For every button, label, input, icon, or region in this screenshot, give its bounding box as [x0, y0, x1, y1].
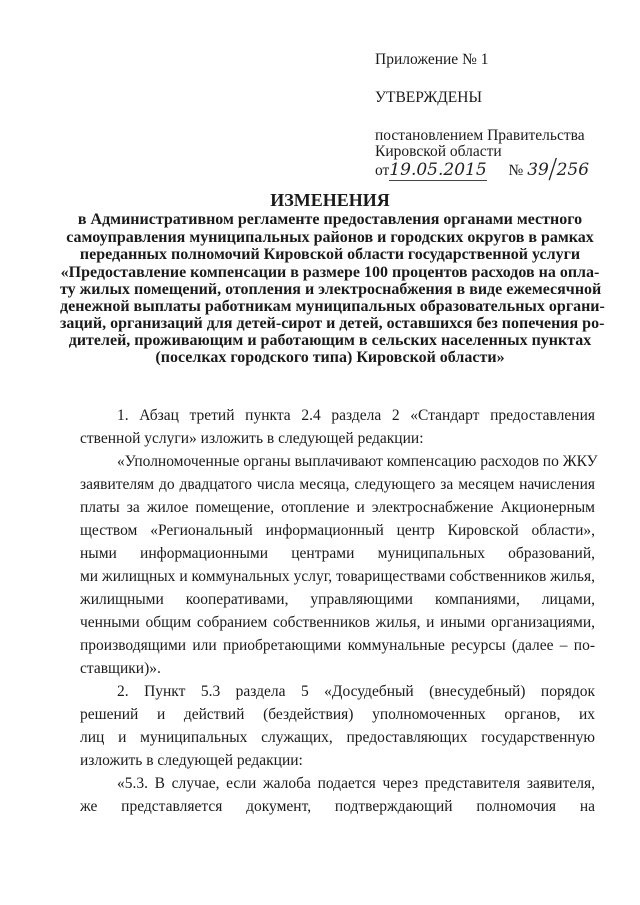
body-line: производящими или приобретающими коммунальные ресурсы (далее – по-	[80, 637, 595, 654]
heading-line: денежной выплаты работникам муниципальных образовательных органи-	[60, 298, 605, 315]
handwritten-date: 19.05.2015	[389, 160, 487, 180]
appendix-label: Приложение № 1	[375, 51, 489, 68]
body-line: ставщики)».	[80, 660, 161, 677]
body-line: заявителям до двадцатого числа месяца, следующего за месяцем начисления	[80, 476, 595, 493]
heading-line: дителей, проживающим и работающим в сельских населенных пунктах	[68, 332, 592, 349]
decree-line-1: постановлением Правительства	[375, 127, 585, 144]
heading-line: (поселках городского типа) Кировской области»	[155, 349, 505, 366]
body-line: 1. Абзац третий пункта 2.4 раздела 2 «Стандарт предоставления	[117, 407, 595, 424]
handwritten-number-b: 256	[556, 160, 590, 180]
body-line: ми жилищных и коммунальных услуг, товариществами собственников жилья,	[80, 568, 595, 585]
body-line: лиц и муниципальных служащих, предоставляющих государственную	[80, 729, 595, 746]
document-title: ИЗМЕНЕНИЯ	[270, 190, 390, 210]
body-line: «Уполномоченные органы выплачивают компенсацию расходов по ЖКУ	[117, 453, 598, 470]
heading-line: ту жилых помещений, отопления и электроснабжения в виде ежемесячной	[60, 281, 602, 298]
slash-mark: /	[549, 154, 556, 186]
body-line: платы за жилое помещение, отопление и электроснабжение Акционерным	[80, 499, 595, 516]
approved-label: УТВЕРЖДЕНЫ	[375, 89, 482, 106]
heading-line: переданных полномочий Кировской области государственной услуги	[79, 246, 581, 263]
body-line: «5.3. В случае, если жалоба подается через представителя заявителя,	[117, 775, 595, 792]
decree-date-number	[375, 154, 590, 186]
heading-line: в Административном регламенте предоставления органами местного	[77, 211, 583, 228]
body-line: 2. Пункт 5.3 раздела 5 «Досудебный (внесудебный) порядок	[117, 683, 595, 700]
body-line: ственной услуги» изложить в следующей редакции:	[80, 430, 424, 447]
number-prefix: №	[508, 162, 524, 179]
body-line: жилищными кооперативами, управляющими компаниями, лицами,	[80, 591, 595, 608]
body-line: ществом «Региональный информационный центр Кировской области»,	[80, 522, 595, 539]
heading-line: самоуправления муниципальных районов и городских округов в рамках	[66, 229, 594, 246]
heading-line: «Предоставление компенсации в размере 100 процентов расходов на опла-	[60, 264, 600, 281]
body-line: ными информационными центрами муниципальных образований,	[80, 545, 595, 562]
heading-line: заций, организаций для детей-сирот и детей, оставшихся без попечения ро-	[60, 315, 605, 332]
decree-line-2: Кировской области	[375, 143, 502, 160]
handwritten-number-a: 39	[527, 160, 549, 180]
body-line: изложить в следующей редакции:	[80, 752, 303, 769]
body-line: же представляется документ, подтверждающий полномочия на	[80, 798, 595, 815]
body-line: ченными общим собранием собственников жилья, и иными организациями,	[80, 614, 595, 631]
body-line: решений и действий (бездействия) уполномоченных органов, их	[80, 706, 595, 723]
date-prefix: от	[375, 162, 390, 179]
